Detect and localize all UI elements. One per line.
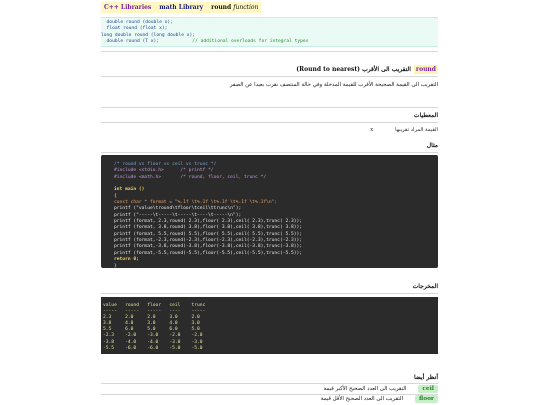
code-line: } bbox=[114, 263, 117, 269]
prototype-line: double round (T x); bbox=[101, 38, 160, 44]
output-line: -5.5 -6.0 -6.0 -5.0 -5.0 bbox=[103, 345, 203, 351]
code-line: printf ("-----\t-----\t-----\t----\t-----\n"); bbox=[114, 212, 242, 218]
breadcrumb-current-type: function bbox=[233, 4, 259, 11]
prototype-block bbox=[101, 17, 438, 47]
prototype-line: double round (double x); bbox=[101, 20, 173, 25]
divider bbox=[101, 152, 438, 153]
see-also-heading: أنظر أيضا bbox=[413, 374, 438, 381]
code-line: int main () bbox=[114, 187, 145, 193]
example-code-block bbox=[101, 155, 438, 268]
prototype-line: float round (float x); bbox=[101, 26, 168, 32]
code-line: const char * format = "%.1f \t%.1f \t%.1f \t%.1f \t%.1f\n"; bbox=[114, 200, 278, 206]
divider bbox=[101, 51, 438, 52]
code-line: printf (format,-3.8,round(-3.8),floor(-3.8),ceil(-3.8),trunc(-3.8)); bbox=[114, 244, 303, 250]
divider bbox=[101, 293, 438, 294]
output-line: 3.8 4.0 3.0 4.0 3.0 bbox=[103, 321, 200, 327]
output-heading: المخرجات bbox=[412, 283, 438, 290]
function-description: التقريب الى القيمة الصحيحة الأقرب للقيمة المدخلة وفي حالة المنتصف نقرب بعيدا عن الصفر bbox=[229, 82, 438, 88]
prototype-comment: // additional overloads for integral types bbox=[192, 38, 309, 44]
breadcrumb-cpp-libraries[interactable]: C++ Libraries bbox=[104, 4, 152, 11]
output-line: ----- ----- ----- ---- ----- bbox=[103, 309, 206, 315]
code-line: #include <math.h> /* round, floor, ceil, trunc */ bbox=[114, 174, 267, 180]
output-block bbox=[101, 297, 438, 354]
prototype-line: long double round (long double x); bbox=[101, 32, 196, 38]
divider bbox=[101, 122, 438, 123]
divider bbox=[101, 383, 438, 384]
function-keyword-badge: round bbox=[415, 66, 436, 73]
code-line: printf (format,-5.5,round(-5.5),floor(-5.5),ceil(-5.5),trunc(-5.5)); bbox=[114, 250, 303, 256]
see-also-desc: التقريب الى العدد الصحيح الأكبر قيمة bbox=[323, 386, 407, 392]
code-line: return 0; bbox=[114, 257, 139, 263]
code-line: { bbox=[114, 193, 117, 199]
breadcrumb bbox=[101, 2, 261, 13]
output-line: 2.3 2.0 2.0 3.0 2.0 bbox=[103, 315, 200, 321]
code-line: #include <stdio.h> /* printf */ bbox=[114, 168, 214, 174]
output-line: 5.5 6.0 5.0 6.0 5.0 bbox=[103, 327, 200, 333]
see-also-item-floor bbox=[101, 395, 438, 403]
output-line: -3.8 -4.0 -4.0 -3.0 -3.0 bbox=[103, 339, 203, 345]
params-heading: المعطيات bbox=[413, 112, 438, 119]
divider bbox=[101, 107, 438, 108]
code-line: printf ("value\tround\tfloor\tceil\ttrunc\n"); bbox=[114, 206, 242, 212]
function-heading bbox=[296, 65, 438, 74]
param-row bbox=[101, 127, 438, 133]
code-line: printf (format,-2.3,round(-2.3),floor(-2.3),ceil(-2.3),trunc(-2.3)); bbox=[114, 238, 303, 244]
example-heading: مثال bbox=[426, 142, 438, 149]
output-line: value round floor ceil trunc bbox=[103, 303, 206, 308]
breadcrumb-current-name: round bbox=[211, 4, 232, 11]
divider bbox=[101, 76, 438, 77]
see-also-desc: التقريب الى العدد الصحيح الأقل قيمة bbox=[320, 396, 403, 402]
code-line: printf (format, 2.3,round( 2.3),floor( 2.3),ceil( 2.3),trunc( 2.3)); bbox=[114, 219, 303, 225]
breadcrumb-math-library[interactable]: math Library bbox=[159, 4, 204, 11]
function-title: التقريب الى الأقرب (Round to nearest) bbox=[296, 66, 411, 73]
see-also-item-ceil bbox=[101, 385, 438, 393]
param-name: x bbox=[370, 127, 374, 133]
see-also-link-floor[interactable]: floor bbox=[415, 395, 438, 403]
breadcrumb-current bbox=[211, 4, 258, 11]
code-line: /* round vs floor vs ceil vs trunc */ bbox=[114, 162, 217, 167]
param-description: القيمة المراد تقريبها bbox=[395, 127, 438, 133]
output-line: -2.3 -2.0 -3.0 -2.0 -2.0 bbox=[103, 333, 203, 339]
see-also-link-ceil[interactable]: ceil bbox=[418, 385, 438, 393]
code-line: printf (format, 3.8,round( 3.8),floor( 3.8),ceil( 3.8),trunc( 3.8)); bbox=[114, 225, 303, 231]
code-line: printf (format, 5.5,round( 5.5),floor( 5.5),ceil( 5.5),trunc( 5.5)); bbox=[114, 231, 303, 237]
